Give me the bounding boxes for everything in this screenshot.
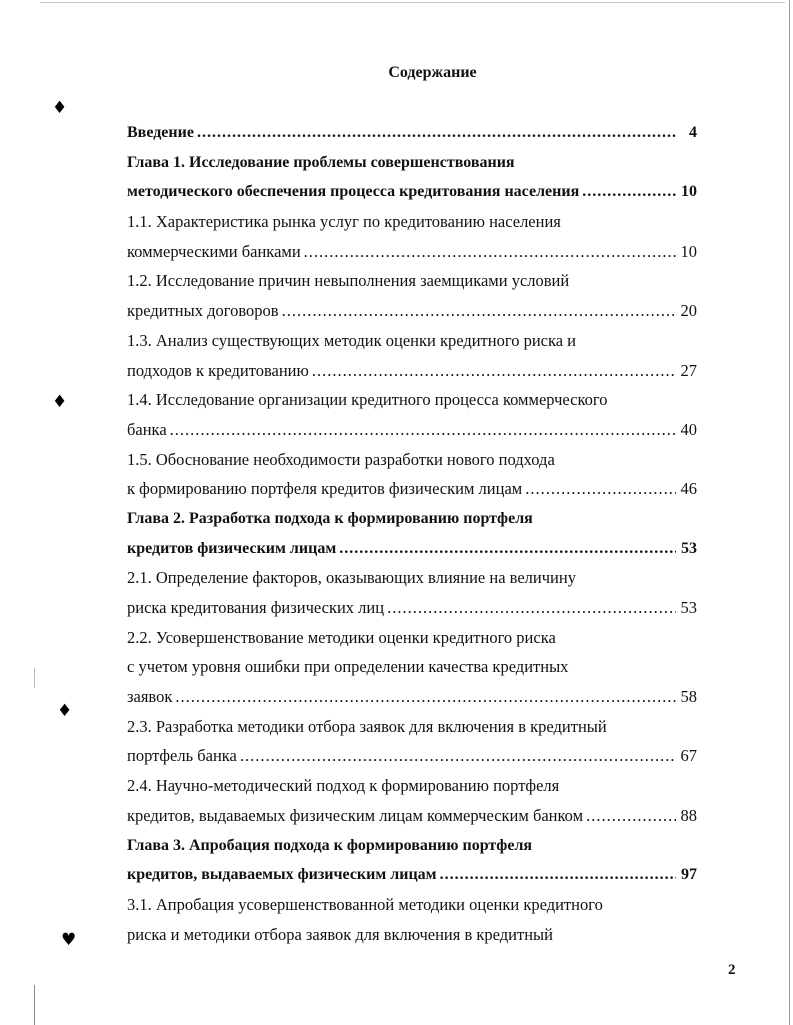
toc-entry-text: риска и методики отбора заявок для включения в кредитный [127,924,553,944]
toc-entry-text: 1.2. Исследование причин невыполнения заемщиками условий [127,271,570,291]
toc-entry [127,177,697,207]
toc-dot-leader [312,356,676,386]
toc-entry [127,118,697,148]
toc-entry [127,385,697,415]
toc-entry-text: заявок [127,687,173,707]
toc-entry-text: 2.4. Научно-методический подход к формированию портфеля [127,776,560,796]
toc-entry [127,266,697,296]
toc-dot-leader [440,860,676,890]
toc-entry-text: методического обеспечения процесса кредитования населения [127,183,580,201]
toc-dot-leader [240,741,676,771]
toc-page-number: 27 [680,360,697,380]
toc-entry [127,445,697,475]
toc-entry-text: 2.2. Усовершенствование методики оценки кредитного риска [127,627,556,647]
toc-entry [127,148,697,178]
binder-hole-mark: ♦ [52,392,68,412]
toc-page-number: 4 [689,124,697,141]
toc-entry-text: 1.1. Характеристика рынка услуг по кредитованию населения [127,212,561,232]
toc-page-number: 97 [681,866,697,884]
toc-entry [127,296,697,326]
toc-entry-text: кредитных договоров [127,301,279,321]
page-number: 2 [728,962,736,978]
toc-entry-text: 1.3. Анализ существующих методик оценки кредитного риска и [127,330,577,350]
toc-entry-text: 1.4. Исследование организации кредитного процесса коммерческого [127,390,608,410]
toc-entry [127,237,697,267]
toc-entry-text: кредитов, выдаваемых физическим лицам коммерческим банком [127,805,584,825]
toc-entry [127,207,697,237]
toc-entry-text: риска кредитования физических лиц [127,598,385,617]
toc-entry-text: коммерческими банками [127,241,301,261]
toc-entry [127,771,697,801]
toc-dot-leader [582,177,676,207]
toc-entry [127,356,697,386]
scan-edge-top [40,2,785,5]
toc-dot-leader [304,237,676,267]
toc-entry [127,860,697,890]
toc-entry [127,890,697,920]
binder-hole-mark: ♥ [61,930,77,950]
binder-hole-mark: ♦ [52,98,68,118]
toc-entry-text: Введение [127,124,194,141]
toc-page-number: 20 [680,301,697,321]
toc-dot-leader [170,415,676,445]
toc-entry-text: кредитов физическим лицам [127,539,337,557]
toc-entry [127,474,697,504]
toc-dot-leader [339,534,676,564]
toc-entry-text: к формированию портфеля кредитов физическим лицам [127,479,523,499]
toc-page-number: 10 [681,183,697,201]
toc-entry-text: кредитов, выдаваемых физическим лицам [127,866,437,884]
page-title: Содержание [388,64,477,81]
toc-entry [127,831,697,861]
toc-entry [127,623,697,653]
toc-entry-text: Глава 2. Разработка подхода к формированию портфеля [127,509,533,527]
toc-entry-text: 2.1. Определение факторов, оказывающих влияние на величину [127,568,576,588]
toc-entry-text: портфель банка [127,746,237,766]
toc-entry [127,563,697,593]
toc-dot-leader [525,474,676,504]
toc-page-number: 40 [680,419,697,439]
toc-entry [127,920,697,950]
toc-dot-leader [282,296,676,326]
toc-page-number: 88 [680,805,697,825]
toc-dot-leader [586,801,676,831]
toc-page-number: 53 [680,598,697,617]
toc-entry [127,741,697,771]
binder-hole-mark: ♦ [57,701,73,721]
toc-dot-leader [197,118,676,148]
toc-entry [127,682,697,712]
toc-entry-text: банка [127,419,167,439]
toc-entry-text: 3.1. Апробация усовершенствованной методики оценки кредитного [127,894,603,914]
toc-entry [127,801,697,831]
toc-page-number: 67 [680,746,697,766]
table-of-contents [127,118,697,949]
scan-edge-left [34,668,35,688]
toc-entry-text: с учетом уровня ошибки при определении качества кредитных [127,657,569,677]
toc-entry [127,534,697,564]
toc-entry [127,593,697,623]
toc-page-number: 53 [681,539,697,557]
toc-entry-text: Глава 1. Исследование проблемы совершенствования [127,153,515,171]
toc-entry-text: Глава 3. Апробация подхода к формированию портфеля [127,836,533,854]
toc-entry [127,504,697,534]
toc-entry [127,712,697,742]
toc-page-number: 46 [680,479,697,499]
toc-page-number: 58 [680,687,697,707]
scan-edge-left [34,985,35,1025]
toc-entry [127,652,697,682]
scan-edge-right [789,0,790,1025]
toc-entry-text: 2.3. Разработка методики отбора заявок для включения в кредитный [127,716,607,736]
toc-entry-text: 1.5. Обоснование необходимости разработки нового подхода [127,449,555,469]
toc-entry-text: подходов к кредитованию [127,360,309,380]
toc-page-number: 10 [680,241,697,261]
toc-entry [127,326,697,356]
toc-dot-leader [387,593,676,623]
toc-entry [127,415,697,445]
toc-dot-leader [175,682,676,712]
